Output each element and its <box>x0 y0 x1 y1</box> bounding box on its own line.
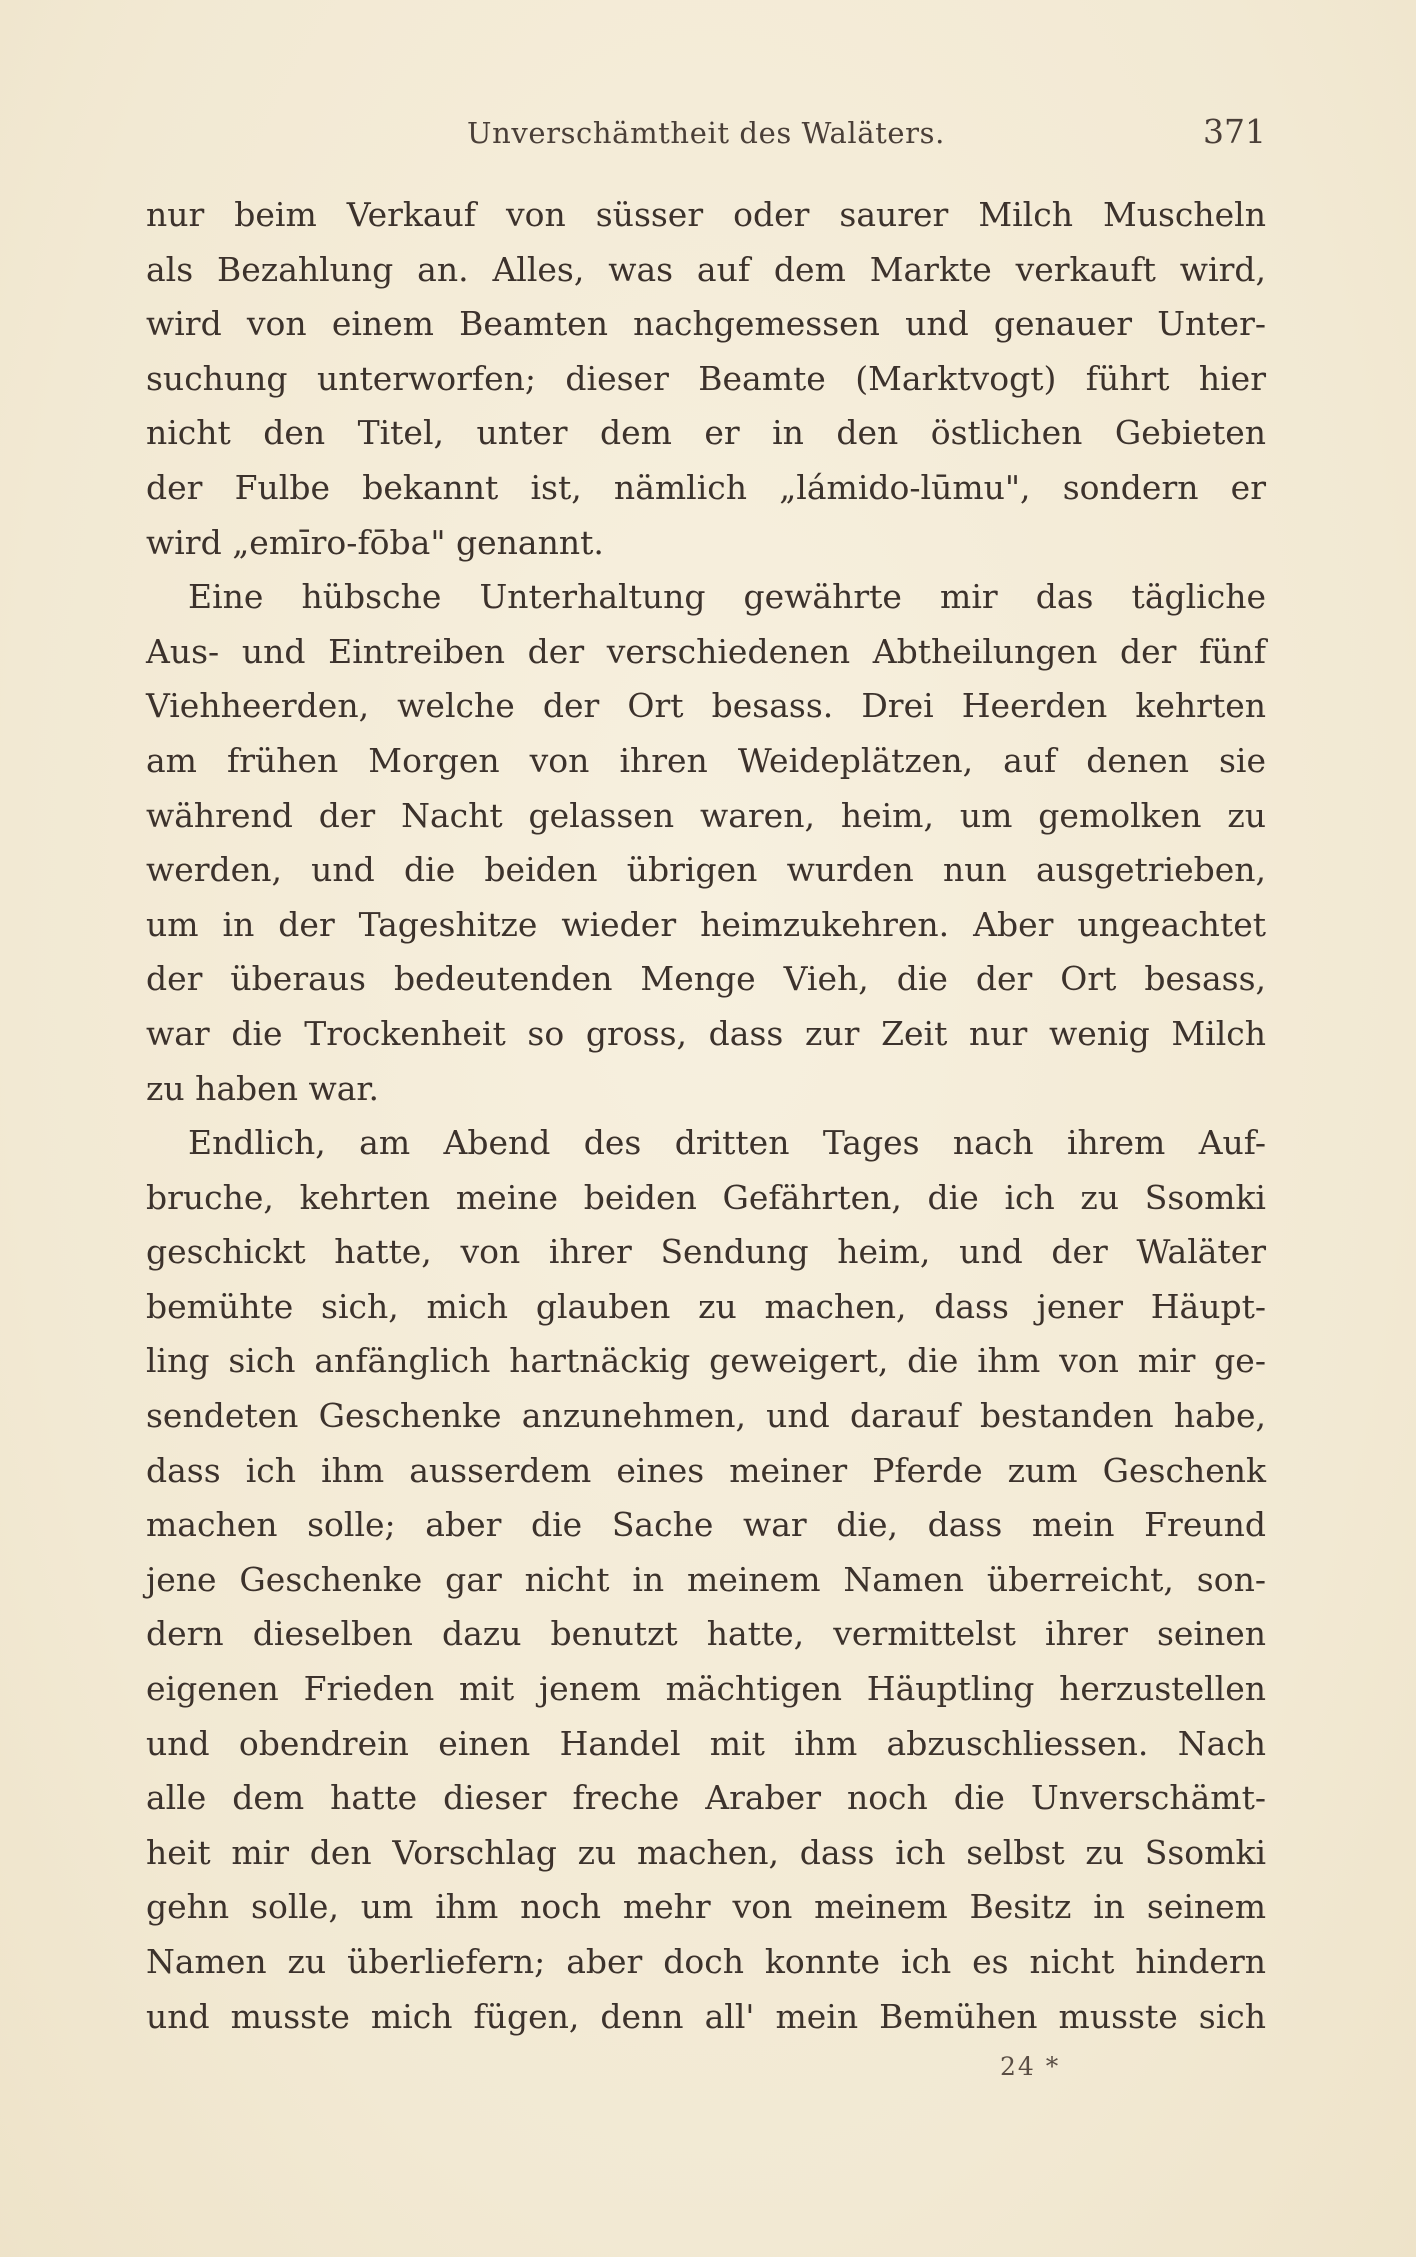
text-line: dass ich ihm ausserdem eines meiner Pferde zum Geschenk <box>146 1450 1266 1490</box>
text-line: Viehheerden, welche der Ort besass. Drei Heerden kehrten <box>146 686 1266 726</box>
text-line: nicht den Titel, unter dem er in den östlichen Gebieten <box>146 413 1266 453</box>
text-line: Namen zu überliefern; aber doch konnte ich es nicht hindern <box>146 1942 1266 1981</box>
text-line: der Fulbe bekannt ist, nämlich „lámido-lūmu", sondern er <box>146 467 1266 507</box>
text-line: jene Geschenke gar nicht in meinem Namen überreicht, son- <box>146 1559 1266 1599</box>
text-line: dern dieselben dazu benutzt hatte, vermittelst ihrer seinen <box>146 1614 1266 1654</box>
text-line: wird „emīro-fōba" genannt. <box>146 522 604 562</box>
text-line: wird von einem Beamten nachgemessen und genauer Unter- <box>146 304 1266 344</box>
text-line: heit mir den Vorschlag zu machen, dass ich selbst zu Ssomki <box>146 1832 1266 1872</box>
text-line: geschickt hatte, von ihrer Sendung heim, und der Waläter <box>146 1232 1266 1272</box>
text-line: um in der Tageshitze wieder heimzukehren. Aber ungeachtet <box>146 904 1266 944</box>
text-line: Aus- und Eintreiben der verschiedenen Abtheilungen der fünf <box>146 631 1266 671</box>
text-line: suchung unterworfen; dieser Beamte (Marktvogt) führt hier <box>146 358 1266 398</box>
text-line: bemühte sich, mich glauben zu machen, dass jener Häupt- <box>146 1286 1266 1326</box>
text-line: war die Trockenheit so gross, dass zur Zeit nur wenig Milch <box>146 1013 1266 1053</box>
text-line: der überaus bedeutenden Menge Vieh, die der Ort besass, <box>146 959 1266 999</box>
text-line: ling sich anfänglich hartnäckig geweigert, die ihm von mir ge- <box>146 1341 1266 1381</box>
text-line: und musste mich fügen, denn all' mein Bemühen musste sich <box>146 1996 1266 2036</box>
text-line: während der Nacht gelassen waren, heim, um gemolken zu <box>146 795 1266 835</box>
page-number: 371 <box>1203 112 1266 151</box>
text-line: werden, und die beiden übrigen wurden nun ausgetrieben, <box>146 850 1266 890</box>
text-line: Endlich, am Abend des dritten Tages nach ihrem Auf- <box>188 1123 1266 1163</box>
text-line: alle dem hatte dieser freche Araber noch die Unverschämt- <box>146 1778 1266 1818</box>
text-line: nur beim Verkauf von süsser oder saurer Milch Muscheln <box>146 195 1266 234</box>
text-line: am frühen Morgen von ihren Weideplätzen, auf denen sie <box>146 740 1266 780</box>
text-line: sendeten Geschenke anzunehmen, und darauf bestanden habe, <box>146 1396 1266 1436</box>
body-text <box>146 188 1266 2044</box>
text-line: als Bezahlung an. Alles, was auf dem Markte verkauft wird, <box>146 249 1266 289</box>
running-title: Unverschämtheit des Waläters. <box>467 116 945 150</box>
text-line: machen solle; aber die Sache war die, dass mein Freund <box>146 1505 1266 1545</box>
signature-mark: 24 * <box>1000 2052 1061 2081</box>
text-line: zu haben war. <box>146 1068 380 1108</box>
text-line: bruche, kehrten meine beiden Gefährten, die ich zu Ssomki <box>146 1177 1266 1217</box>
text-line: und obendrein einen Handel mit ihm abzuschliessen. Nach <box>146 1723 1266 1763</box>
text-line: gehn solle, um ihm noch mehr von meinem Besitz in seinem <box>146 1887 1266 1927</box>
text-line: Eine hübsche Unterhaltung gewährte mir das tägliche <box>188 577 1266 617</box>
text-line: eigenen Frieden mit jenem mächtigen Häuptling herzustellen <box>146 1669 1266 1709</box>
running-head <box>146 112 1266 162</box>
